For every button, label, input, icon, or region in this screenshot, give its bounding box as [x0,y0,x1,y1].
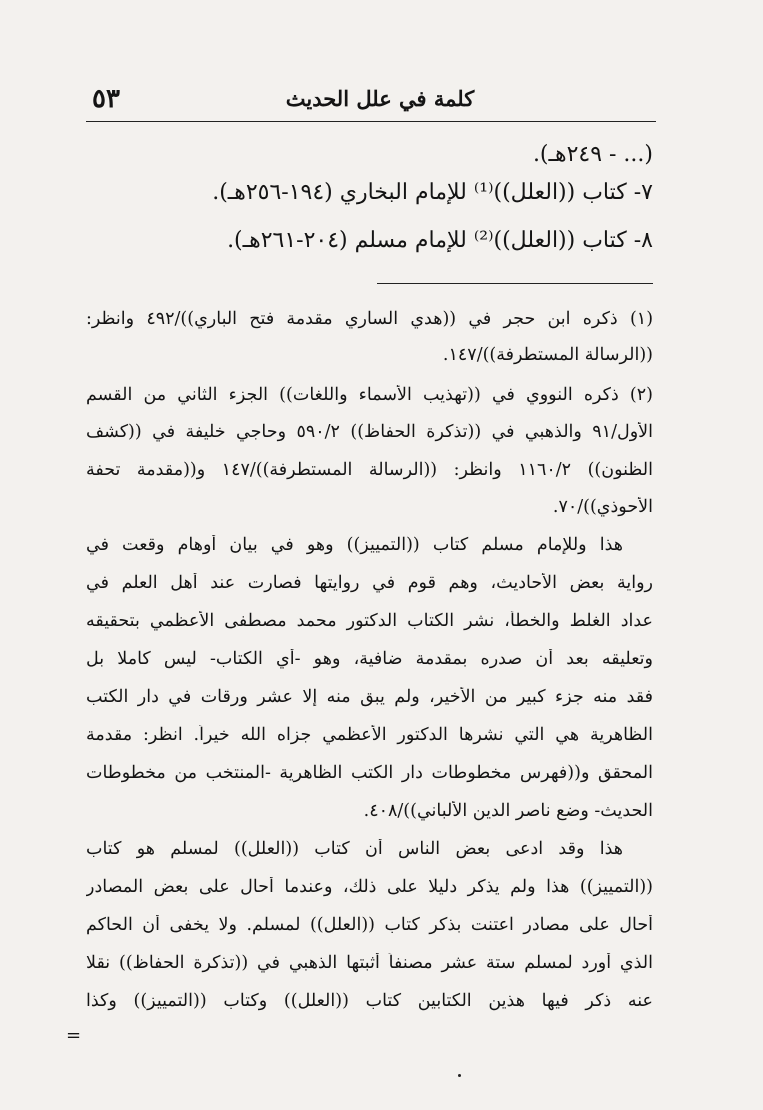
footnote-1-line: (١) ذكره ابن حجر في ((هدي الساري مقدمة فتح الباري))/٤٩٢ وانظر: [86,309,653,329]
list-item-8: ٨- كتاب ((العلل))⁽²⁾ للإمام مسلم (٢٠٤-٢٦١هـ). [227,228,653,253]
continuation-line: (... - ٢٤٩هـ). [532,142,653,167]
header-rule [86,121,656,122]
paragraph-line: فقد منه جزء كبير من الأخير، ولم يبق منه إلا عشر ورقات في دار الكتب [86,687,653,707]
footnote-2-line: الأول/٩١ والذهبي في ((تذكرة الحفاظ)) ٥٩٠/٢ وحاجي خليفة في ((كشف [86,422,653,442]
running-header-title: كلمة في علل الحديث [285,86,475,111]
paragraph-line: عداد الغلط والخطأ، نشر الكتاب الدكتور محمد مصطفى الأعظمي بتحقيقه [86,611,653,631]
paragraph-line: وتعليقه بعد أن صدره بمقدمة ضافية، وهو -أي الكتاب- ليس كاملا بل [86,649,653,669]
paragraph-line: المحقق و((فهرس مخطوطات دار الكتب الظاهرية -المنتخب من مخطوطات [86,763,653,783]
paragraph-line: أحال على مصادر اعتنت بذكر كتاب ((العلل)) لمسلم. ولا يخفى أن الحاكم [86,915,653,935]
footnote-2-line: الأحوذي))/٧٠. [552,497,653,517]
footnote-2-line: الظنون)) ١١٦٠/٢ وانظر: ((الرسالة المستطرفة))/١٤٧ و((مقدمة تحفة [86,460,653,480]
paragraph-line: الظاهرية هي التي نشرها الدكتور الأعظمي جزاه الله خيراً. انظر: مقدمة [86,725,653,745]
paragraph-line: ((التمييز)) هذا ولم يذكر دليلا على ذلك، وعندما أحال على بعض المصادر [86,877,653,897]
page-number: ٥٣ [92,84,120,114]
footnote-1-line: ((الرسالة المستطرفة))/١٤٧. [442,345,653,365]
footnote-separator [377,283,653,284]
margin-marker: = [66,1025,82,1046]
paragraph-line: عنه ذكر فيها هذين الكتابين كتاب ((العلل)) وكتاب ((التمييز)) وكذا [86,991,653,1011]
list-item-7: ٧- كتاب ((العلل))⁽¹⁾ للإمام البخاري (١٩٤-٢٥٦هـ). [212,180,653,205]
ink-dot [458,1074,461,1077]
paragraph-line: هذا وقد ادعى بعض الناس أن كتاب ((العلل)) لمسلم هو كتاب [86,839,623,859]
paragraph-line: رواية بعض الأحاديث، وهم قوم في روايتها فصارت عند أهل العلم في [86,573,653,593]
paragraph-line: الذي أورد لمسلم ستة عشر مصنفاً أثبتها الذهبي في ((تذكرة الحفاظ)) نقلا [86,953,653,973]
paragraph-line: الحديث- وضع ناصر الدين الألباني))/٤٠٨. [363,801,653,821]
paragraph-line: هذا وللإمام مسلم كتاب ((التمييز)) وهو في بيان أوهام وقعت في [86,535,623,555]
footnote-2-line: (٢) ذكره النووي في ((تهذيب الأسماء واللغات)) الجزء الثاني من القسم [86,385,653,405]
